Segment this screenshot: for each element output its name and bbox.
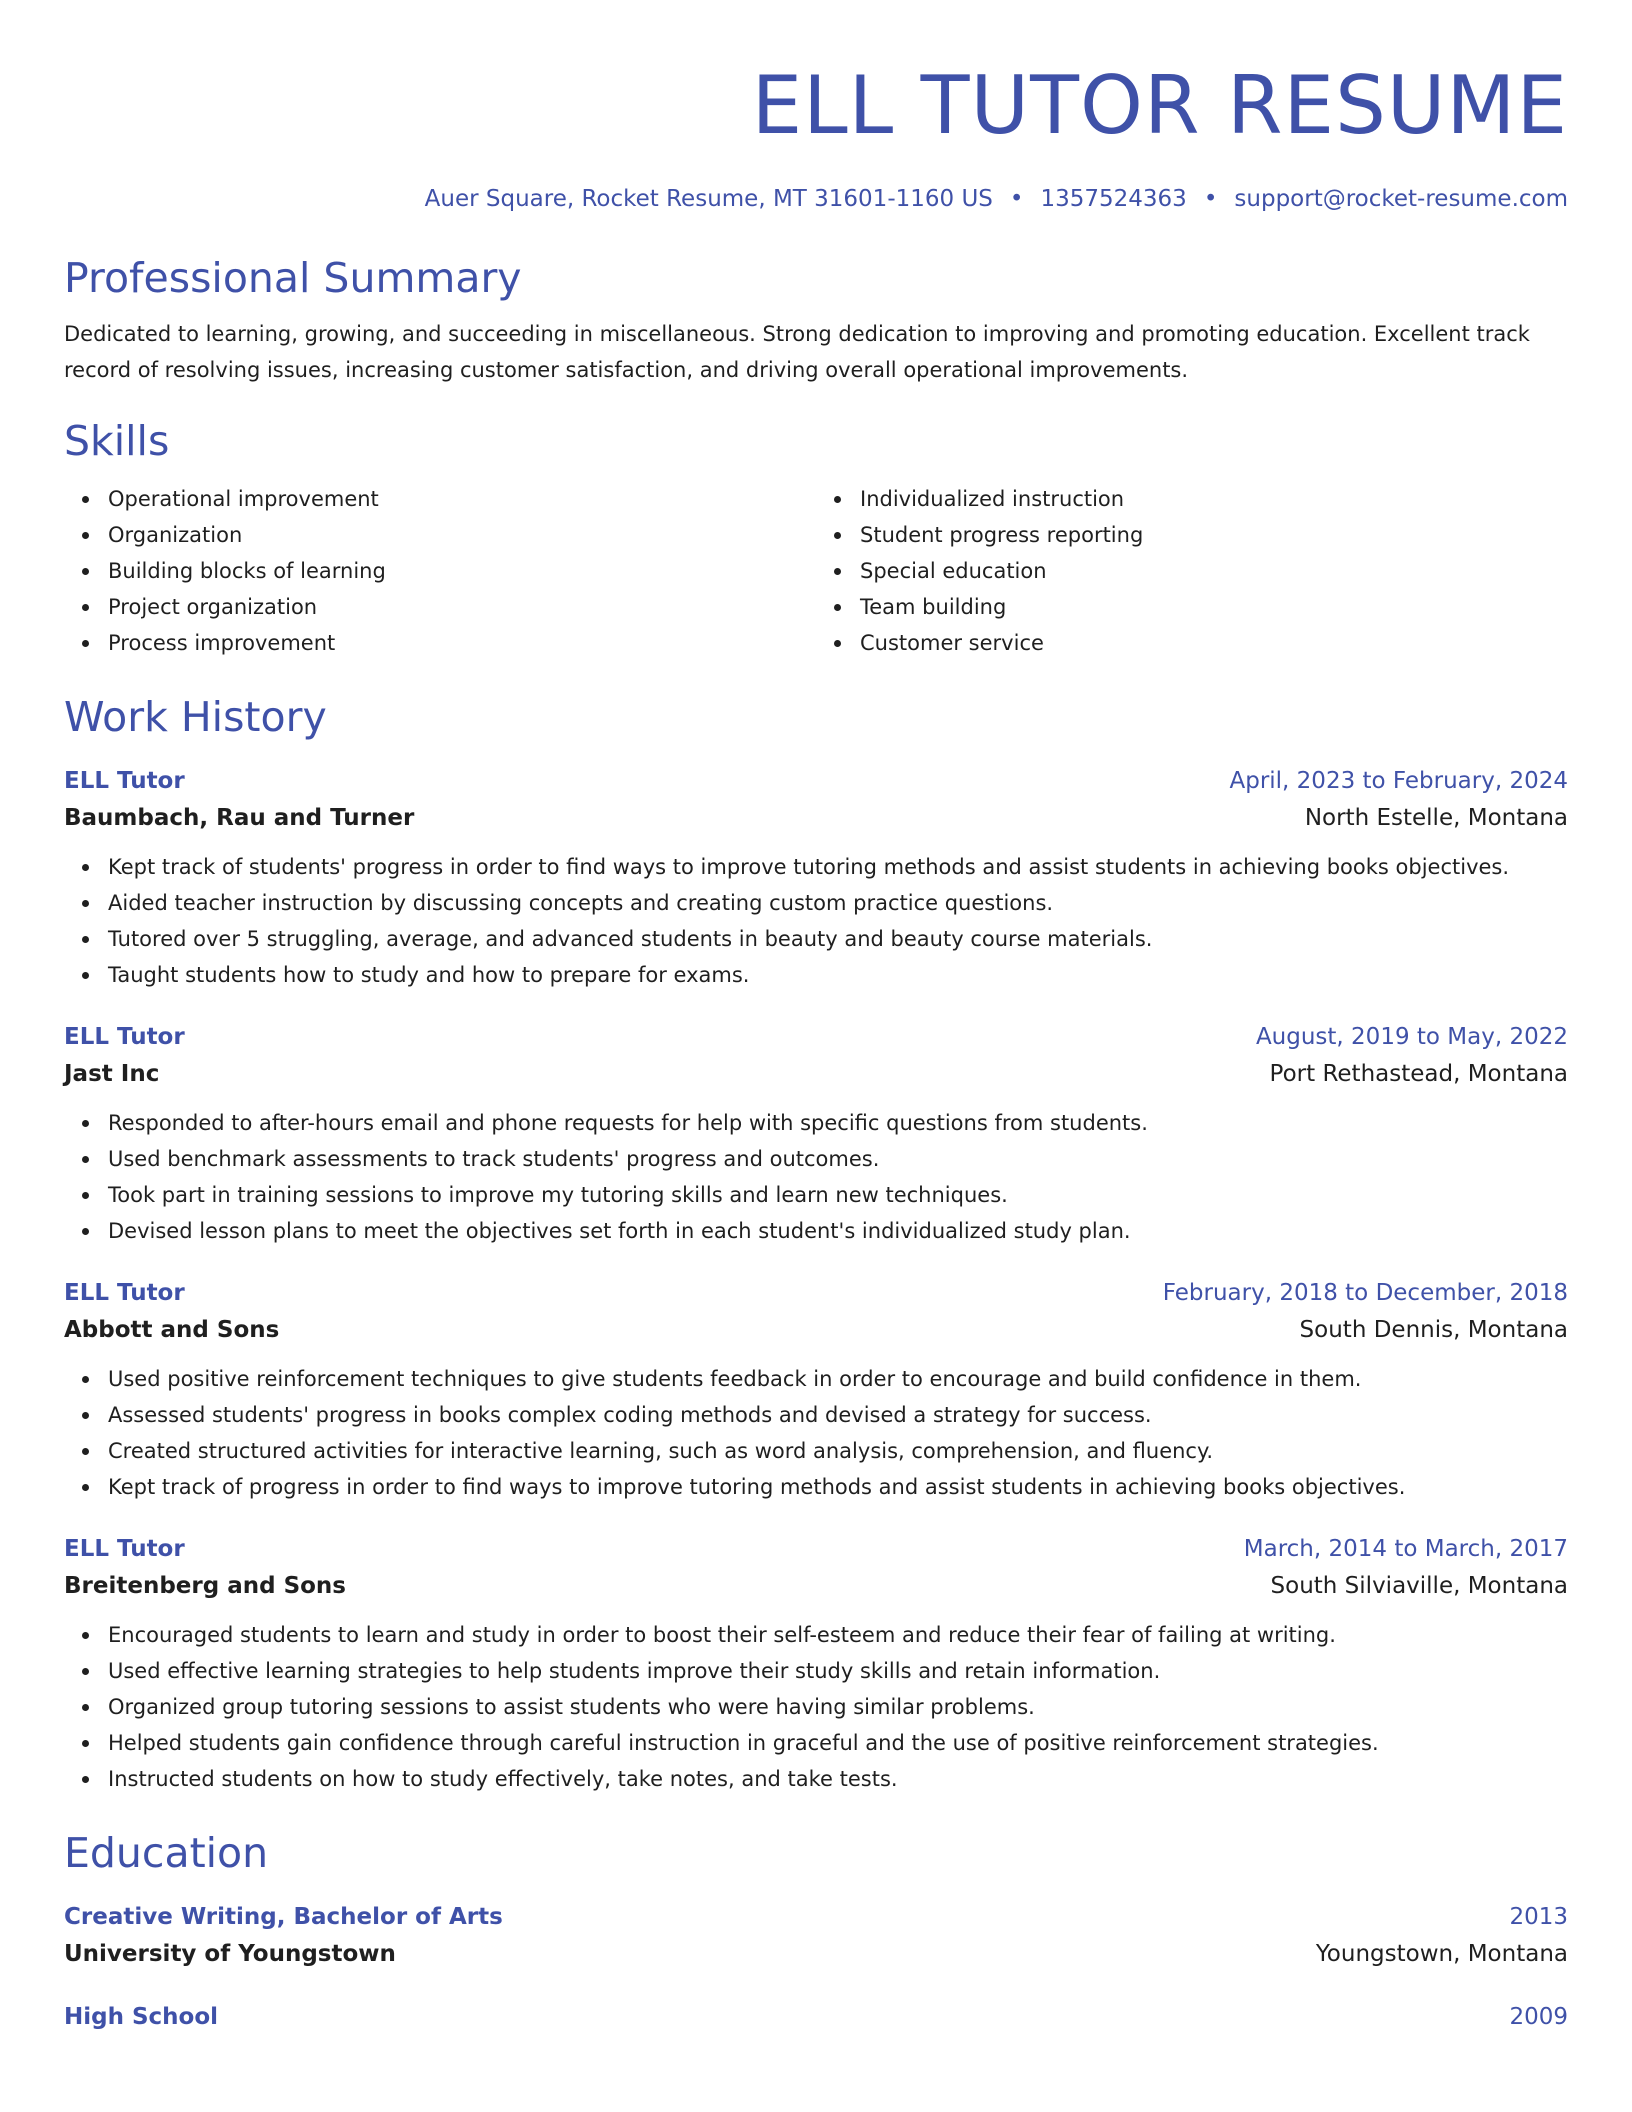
job-title: ELL Tutor (64, 1024, 185, 1050)
skill-item: Building blocks of learning (108, 553, 816, 589)
job-entry (64, 765, 1568, 993)
skill-item: Organization (108, 517, 816, 553)
contact-separator: • (1203, 186, 1218, 212)
job-dates: April, 2023 to February, 2024 (1229, 768, 1568, 794)
skill-item: Customer service (860, 625, 1568, 661)
job-title: ELL Tutor (64, 1280, 185, 1306)
skill-item: Project organization (108, 589, 816, 625)
job-title: ELL Tutor (64, 768, 185, 794)
contact-email: support@rocket-resume.com (1234, 186, 1568, 212)
job-entry (64, 1533, 1568, 1797)
job-employer: Abbott and Sons (64, 1317, 280, 1343)
job-duty: Used effective learning strategies to help students improve their study skills and retain information. (108, 1653, 1568, 1689)
education-list (64, 1901, 1568, 2033)
job-duty: Assessed students' progress in books complex coding methods and devised a strategy for success. (108, 1397, 1568, 1433)
skill-item: Team building (860, 589, 1568, 625)
education-year: 2009 (1509, 2004, 1568, 2030)
job-duty: Devised lesson plans to meet the objectives set forth in each student's individualized study plan. (108, 1213, 1568, 1249)
job-employer: Jast Inc (64, 1061, 160, 1087)
skill-item: Process improvement (108, 625, 816, 661)
job-location: Port Rethastead, Montana (1269, 1061, 1568, 1087)
skill-item: Operational improvement (108, 481, 816, 517)
skill-item: Student progress reporting (860, 517, 1568, 553)
education-entry (64, 2001, 1568, 2033)
job-entry (64, 1277, 1568, 1505)
job-duty: Organized group tutoring sessions to assist students who were having similar problems. (108, 1689, 1568, 1725)
job-duty: Took part in training sessions to improve my tutoring skills and learn new techniques. (108, 1177, 1568, 1213)
job-location: South Silviaville, Montana (1270, 1573, 1568, 1599)
job-duties (64, 1105, 1568, 1249)
job-duty: Helped students gain confidence through careful instruction in graceful and the use of positive reinforcement strategies. (108, 1725, 1568, 1761)
job-employer: Breitenberg and Sons (64, 1573, 346, 1599)
job-title: ELL Tutor (64, 1536, 185, 1562)
resume-page (64, 0, 1568, 2033)
contact-line (64, 184, 1568, 214)
skill-item: Individualized instruction (860, 481, 1568, 517)
job-duty: Kept track of progress in order to find ways to improve tutoring methods and assist students in achieving books objectives. (108, 1469, 1568, 1505)
job-duty: Taught students how to study and how to prepare for exams. (108, 957, 1568, 993)
job-duty: Instructed students on how to study effectively, take notes, and take tests. (108, 1761, 1568, 1797)
education-degree: High School (64, 2004, 219, 2030)
job-employer: Baumbach, Rau and Turner (64, 805, 415, 831)
job-duty: Used benchmark assessments to track students' progress and outcomes. (108, 1141, 1568, 1177)
education-degree: Creative Writing, Bachelor of Arts (64, 1904, 503, 1930)
job-dates: February, 2018 to December, 2018 (1162, 1280, 1568, 1306)
job-duty: Aided teacher instruction by discussing concepts and creating custom practice questions. (108, 885, 1568, 921)
education-school: University of Youngstown (64, 1941, 396, 1967)
job-duty: Encouraged students to learn and study in order to boost their self-esteem and reduce their fear of failing at writing. (108, 1617, 1568, 1653)
job-duties (64, 1361, 1568, 1505)
contact-address: Auer Square, Rocket Resume, MT 31601-1160 US (424, 186, 993, 212)
education-heading: Education (64, 1829, 269, 1877)
skills-grid (64, 481, 1568, 661)
work-history-heading: Work History (64, 693, 327, 741)
job-location: North Estelle, Montana (1304, 805, 1568, 831)
summary-heading: Professional Summary (64, 254, 522, 302)
education-location: Youngstown, Montana (1315, 1941, 1568, 1967)
resume-title: ELL TUTOR RESUME (751, 59, 1568, 152)
education-year: 2013 (1509, 1904, 1568, 1930)
contact-phone: 1357524363 (1040, 186, 1187, 212)
education-entry (64, 1901, 1568, 1971)
job-duty: Responded to after-hours email and phone requests for help with specific questions from students. (108, 1105, 1568, 1141)
job-duty: Used positive reinforcement techniques to give students feedback in order to encourage and build confidence in them. (108, 1361, 1568, 1397)
job-entry (64, 1021, 1568, 1249)
contact-separator: • (1009, 186, 1024, 212)
job-duties (64, 849, 1568, 993)
skill-item: Special education (860, 553, 1568, 589)
job-dates: August, 2019 to May, 2022 (1255, 1024, 1568, 1050)
job-duties (64, 1617, 1568, 1797)
summary-text: Dedicated to learning, growing, and succeeding in miscellaneous. Strong dedication to improving and promoting education. Excellent track record of resolving issues, increasing customer satisfaction, and driving overall operational improvements. (64, 322, 1530, 382)
skills-column-right (816, 481, 1568, 661)
job-location: South Dennis, Montana (1299, 1317, 1568, 1343)
job-duty: Kept track of students' progress in order to find ways to improve tutoring methods and assist students in achieving books objectives. (108, 849, 1568, 885)
job-duty: Tutored over 5 struggling, average, and advanced students in beauty and beauty course materials. (108, 921, 1568, 957)
skills-heading: Skills (64, 417, 170, 465)
job-duty: Created structured activities for interactive learning, such as word analysis, comprehension, and fluency. (108, 1433, 1568, 1469)
job-dates: March, 2014 to March, 2017 (1243, 1536, 1568, 1562)
skills-column-left (64, 481, 816, 661)
work-history-list (64, 765, 1568, 1797)
